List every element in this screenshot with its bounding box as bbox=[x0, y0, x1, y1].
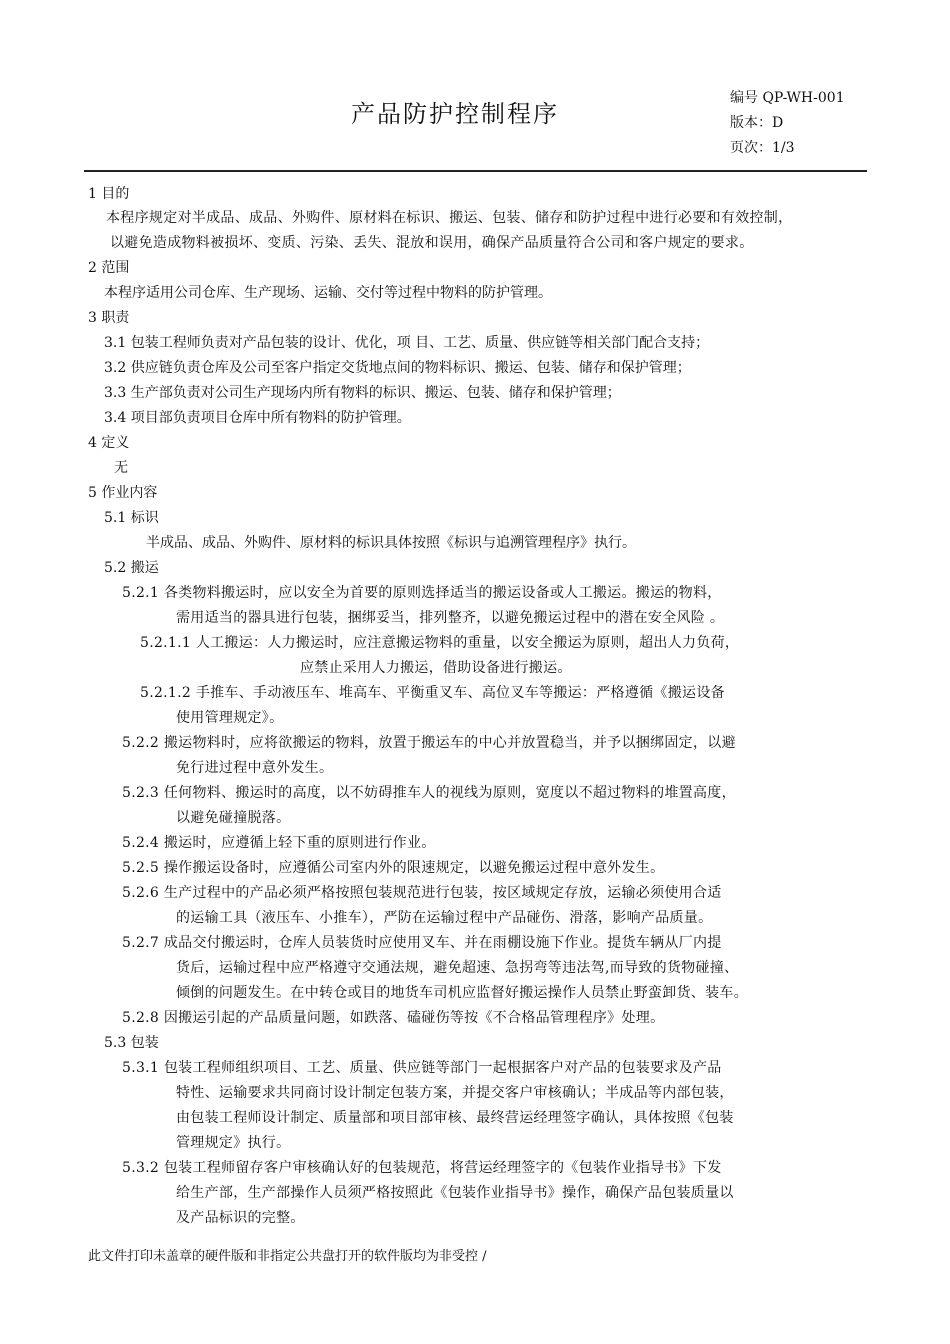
paragraph-line: 以避免造成物料被损坏、变质、污染、丢失、混放和误用，确保产品质量符合公司和客户规定的要求。 bbox=[110, 235, 754, 251]
list-item-continuation: 特性、运输要求共同商讨设计制定包装方案，并提交客户审核确认；半成品等内部包装， bbox=[176, 1085, 734, 1101]
list-item: 5.3.2 包装工程师留存客户审核确认好的包装规范，将营运经理签字的《包装作业指导书》下发 bbox=[122, 1160, 722, 1176]
list-item: 5.3.1 包装工程师组织项目、工艺、质量、供应链等部门一起根据客户对产品的包装要求及产品 bbox=[122, 1060, 722, 1076]
section-heading-procedure: 5 作业内容 bbox=[88, 485, 158, 501]
document-number: 编号 QP-WH-001 bbox=[730, 90, 845, 106]
header-divider bbox=[84, 170, 867, 172]
section-heading-purpose: 1 目的 bbox=[88, 186, 130, 202]
list-item: 5.2.2 搬运物料时，应将欲搬运的物料，放置于搬运车的中心并放置稳当，并予以捆绑固定，以避 bbox=[122, 735, 736, 751]
list-item-continuation: 应禁止采用人力搬运，借助设备进行搬运。 bbox=[300, 660, 572, 676]
list-item-continuation: 倾倒的问题发生。在中转仓或目的地货车司机应监督好搬运操作人员禁止野蛮卸货、装车。 bbox=[176, 985, 748, 1001]
paragraph-line: 半成品、成品、外购件、原材料的标识具体按照《标识与追溯管理程序》执行。 bbox=[146, 535, 636, 551]
list-item-continuation: 给生产部，生产部操作人员须严格按照此《包装作业指导书》操作，确保产品包装质量以 bbox=[176, 1185, 734, 1201]
section-heading-definition: 4 定义 bbox=[88, 435, 130, 451]
footer-note: 此文件打印未盖章的硬件版和非指定公共盘打开的软件版均为非受控 / bbox=[88, 1249, 487, 1264]
list-item: 3.4 项目部负责项目仓库中所有物料的防护管理。 bbox=[104, 410, 411, 426]
list-item: 5.2.8 因搬运引起的产品质量问题，如跌落、磕碰伤等按《不合格品管理程序》处理。 bbox=[122, 1010, 665, 1026]
subsection-heading: 5.3 包装 bbox=[104, 1035, 159, 1051]
paragraph-line: 本程序规定对半成品、成品、外购件、原材料在标识、搬运、包装、储存和防护过程中进行必要和有效控制， bbox=[106, 210, 793, 226]
list-item-continuation: 管理规定》执行。 bbox=[176, 1135, 291, 1151]
section-heading-scope: 2 范围 bbox=[88, 260, 130, 276]
list-item: 5.2.1 各类物料搬运时，应以安全为首要的原则选择适当的搬运设备或人工搬运。搬运的物料， bbox=[122, 585, 722, 601]
paragraph-line: 无 bbox=[114, 460, 128, 476]
list-item-continuation: 由包装工程师设计制定、质量部和项目部审核、最终营运经理签字确认，具体按照《包装 bbox=[176, 1110, 734, 1126]
paragraph-line: 本程序适用公司仓库、生产现场、运输、交付等过程中物料的防护管理。 bbox=[104, 285, 552, 301]
list-item: 5.2.4 搬运时，应遵循上轻下重的原则进行作业。 bbox=[122, 835, 436, 851]
list-item-continuation: 免行进过程中意外发生。 bbox=[176, 760, 334, 776]
list-item: 3.2 供应链负责仓库及公司至客户指定交货地点间的物料标识、搬运、包装、储存和保护管理； bbox=[104, 360, 691, 376]
list-item: 3.3 生产部负责对公司生产现场内所有物料的标识、搬运、包装、储存和保护管理； bbox=[104, 385, 621, 401]
list-item-continuation: 使用管理规定》。 bbox=[176, 710, 284, 726]
section-heading-responsibility: 3 职责 bbox=[88, 310, 130, 326]
list-item-continuation: 的运输工具（液压车、小推车），严防在运输过程中产品碰伤、滑落，影响产品质量。 bbox=[176, 910, 713, 926]
list-item-continuation: 货后，运输过程中应严格遵守交通法规，避免超速、急拐弯等违法驾,而导致的货物碰撞、 bbox=[176, 960, 739, 976]
subsection-heading: 5.2 搬运 bbox=[104, 560, 159, 576]
list-item: 3.1 包装工程师负责对产品包装的设计、优化，项 目、工艺、质量、供应链等相关部门配合支持； bbox=[104, 335, 710, 351]
list-item-continuation: 及产品标识的完整。 bbox=[176, 1210, 305, 1226]
document-title: 产品防护控制程序 bbox=[351, 100, 559, 128]
list-item: 5.2.5 操作搬运设备时，应遵循公司室内外的限速规定，以避免搬运过程中意外发生。 bbox=[122, 860, 665, 876]
list-item-continuation: 需用适当的器具进行包装，捆绑妥当，排列整齐，以避免搬运过程中的潜在安全风险 。 bbox=[176, 610, 725, 626]
list-item: 5.2.1.2 手推车、手动液压车、堆高车、平衡重叉车、高位叉车等搬运：严格遵循《搬运设备 bbox=[140, 685, 725, 701]
list-item-continuation: 以避免碰撞脱落。 bbox=[176, 810, 291, 826]
page-indicator: 页次：1/3 bbox=[730, 140, 795, 156]
subsection-heading: 5.1 标识 bbox=[104, 510, 159, 526]
list-item: 5.2.7 成品交付搬运时，仓库人员装货时应使用叉车、并在雨棚设施下作业。提货车辆从厂内提 bbox=[122, 935, 722, 951]
document-version: 版本：D bbox=[730, 115, 784, 131]
list-item: 5.2.3 任何物料、搬运时的高度，以不妨碍推车人的视线为原则，宽度以不超过物料的堆置高度， bbox=[122, 785, 736, 801]
list-item: 5.2.1.1 人工搬运：人力搬运时，应注意搬运物料的重量，以安全搬运为原则，超出人力负荷， bbox=[140, 635, 740, 651]
list-item: 5.2.6 生产过程中的产品必须严格按照包装规范进行包装，按区域规定存放，运输必须使用合适 bbox=[122, 885, 722, 901]
document-meta bbox=[730, 86, 845, 161]
